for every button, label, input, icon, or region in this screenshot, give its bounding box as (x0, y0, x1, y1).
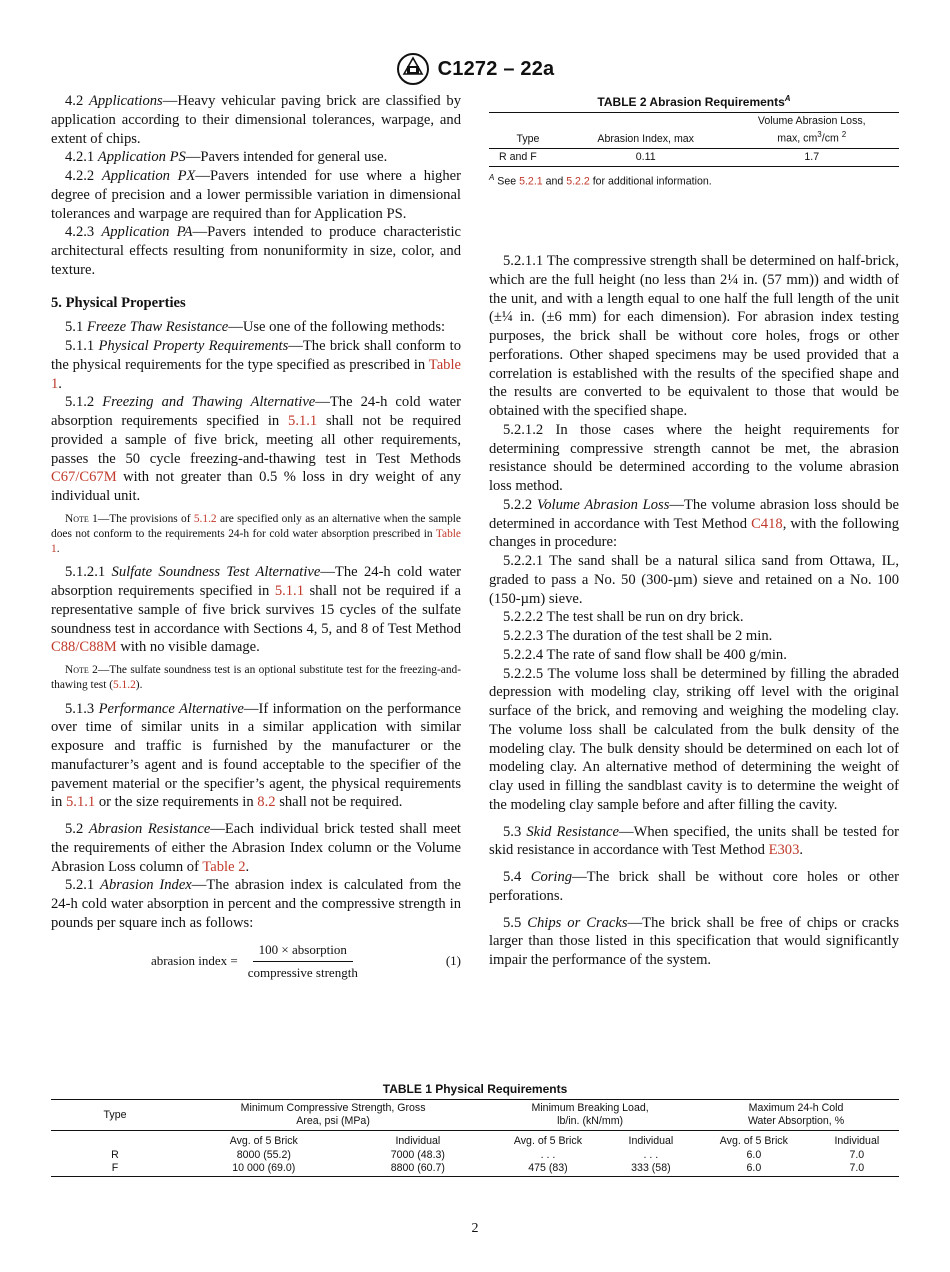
paragraph-5-2-2: 5.2.2 Volume Abrasion Loss—The volume abrasion loss should be determined in accordance with Test Method C418, with the following changes in procedure: (489, 496, 899, 551)
link-5-1-1[interactable]: 5.1.1 (66, 794, 96, 811)
table-2-caption: TABLE 2 Abrasion Requirements$^A$ (597, 94, 791, 109)
table-cell: R and F (499, 150, 537, 163)
paragraph-5-2-1-2: 5.2.1.2 In those cases where the height requirements for determining compressive strength cannot be met, the abrasion resistance should be determined according to the volume abrasion loss method. (489, 421, 899, 494)
table-header-row (489, 113, 899, 149)
link-5-1-1[interactable]: 5.1.1 (288, 413, 318, 429)
table-cell: 0.11 (635, 150, 656, 163)
table-cell: F (111, 1162, 119, 1174)
note-1: Note 1—The provisions of 5.1.2 are specified only as an alternative when the sample does not conform to the requirements 24-h for cold water absorption prescribed in Table 1. (51, 512, 461, 556)
right-column (489, 252, 899, 970)
paragraph-5-1-3: 5.1.3 Performance Alternative—If information on the performance over time of similar units in a similar application with similar exposure and traffic is furnished by the manufacturer or the manufacturer’s agent and is found acceptable to the specifier of the pavement material or the specifier’s agent, the physical requirements in 5.1.1 or the size requirements in 8.2 shall not be required. (51, 700, 461, 811)
paragraph-5-2-1-1: 5.2.1.1 The compressive strength shall be determined on half-brick, which are the full height (no less than 2¼ in. (57 mm)) and width of the unit, and with a length equal to one half the full length of the unit (±¼ in. (±6 mm) for each dimension). For abrasion index testing purposes, the brick shall be without core holes, frogs or other perforations. Other shaped specimens may be used provided that a correlation is established with the results of the specified shape and the results are converted to be equivalent to those that would be obtained with the specified shape. (489, 253, 899, 419)
table-cell: R (111, 1148, 119, 1161)
table-subheader-row (51, 1131, 899, 1149)
link-5-2-1[interactable]: 5.2.1 (519, 175, 543, 188)
equation-number: (1) (445, 953, 461, 969)
paragraph-5-2-2-2: 5.2.2.2 The test shall be run on dry brick. (503, 609, 744, 626)
paragraph-5-2-1: 5.2.1 Abrasion Index—The abrasion index is calculated from the 24-h cold water absorption in percent and the compressive strength in pounds per square inch as follows: (51, 877, 461, 931)
link-c88[interactable]: C88/C88M (51, 639, 117, 656)
table-2-footnote: $^A$ See 5.2.1 and 5.2.2 for additional information. (489, 172, 712, 188)
paragraph-5-5: 5.5 Chips or Cracks—The brick shall be free of chips or cracks larger than those listed in this specification that would significantly impair the performance of the system. (489, 914, 899, 968)
link-table-2[interactable]: Table 2 (202, 858, 246, 875)
paragraph-5-3: 5.3 Skid Resistance—When specified, the units shall be tested for skid resistance in accordance with Test Method E303. (489, 823, 900, 859)
table-subheader-cell: Individual (834, 1135, 880, 1147)
table-header-cell: Maximum 24-h Cold Water Absorption, % (693, 1100, 899, 1131)
table-cell: 7.0 (849, 1148, 865, 1161)
table-cell: 8000 (55.2) (236, 1148, 291, 1161)
link-e303[interactable]: E303 (768, 842, 800, 859)
paragraph-5-2-2-5: 5.2.2.5 The volume loss shall be determined by filling the abraded depression with modeling clay, striking off level with the original surface of the brick, and removing and weighing the modeling clay. The volume loss shall be calculated from the bulk density of the modeling clay. The bulk density should be determined on each lot of modeling clay. An alternative method of determining the weight of clay used in filling the sandblast cavity is to determine the weight of the modeling clay sample before and after filling the cavity. (489, 665, 899, 813)
paragraph-5-1-2-1: 5.1.2.1 Sulfate Soundness Test Alternative—The 24-h cold water absorption requirements specified in 5.1.1 shall not be required if a representative sample of five brick survives 15 cycles of the sulfate soundness test in accordance with Sections 4, 5, and 8 of Test Method C88/C88M with no visible damage. (51, 564, 461, 656)
table-cell: 7.0 (849, 1162, 865, 1174)
table-subheader-cell: Avg. of 5 Brick (719, 1135, 788, 1147)
link-5-1-1[interactable]: 5.1.1 (274, 583, 304, 600)
paragraph-4-2: 4.2 Applications—Heavy vehicular paving brick are classified by application according to their dimensional tolerances, warpage, and extent of chips. (51, 93, 461, 147)
table-header-cell: Volume Abrasion Loss, max, $cm^3/cm$ $^2$ (724, 113, 899, 149)
table-header-cell: Abrasion Index, max (567, 113, 725, 149)
table-cell: 333 (58) (631, 1162, 671, 1174)
table-2-grid (489, 112, 899, 167)
table-header-cell: Type (489, 113, 567, 149)
link-table-1[interactable]: Table 1 (51, 356, 461, 392)
table-cell: 8800 (60.7) (390, 1162, 445, 1174)
page-number: 2 (471, 1221, 479, 1236)
table-header-cell: Minimum Compressive Strength, Gross Area, psi (MPa) (179, 1100, 487, 1131)
paragraph-5-2: 5.2 Abrasion Resistance—Each individual brick tested shall meet the requirements of either the Abrasion Index column or the Volume Abrasion Loss column of Table 2. (51, 821, 461, 875)
table-cell: 10 000 (69.0) (232, 1162, 296, 1174)
equation-fraction (242, 941, 364, 984)
equation-denominator: compressive strength (247, 965, 358, 981)
link-c418[interactable]: C418 (751, 515, 783, 532)
equation-numerator: 100 × absorption (253, 941, 353, 963)
paragraph-5-1-1: 5.1.1 Physical Property Requirements—The brick shall conform to the physical requirements for the type specified as prescribed in Table 1. (51, 338, 461, 392)
paragraph-5-1-2: 5.1.2 Freezing and Thawing Alternative—The 24-h cold water absorption requirements specified in 5.1.1 shall not be required provided a sample of five brick, meeting all other requirements, passes the 50 cycle freezing-and-thawing test in Test Methods C67/C67M with not greater than 0.5 % loss in dry weight of any individual unit. (51, 394, 462, 504)
table-header-row (51, 1100, 899, 1131)
link-8-2[interactable]: 8.2 (257, 794, 276, 811)
table-cell: . . . (643, 1148, 659, 1161)
table-subheader-cell: Avg. of 5 Brick (229, 1135, 298, 1147)
left-column (51, 92, 461, 983)
link-5-1-2[interactable]: 5.1.2 (113, 679, 136, 692)
page-header (0, 52, 950, 86)
table-1-caption: TABLE 1 Physical Requirements (382, 1082, 568, 1096)
paragraph-5-2-2-1: 5.2.2.1 The sand shall be a natural silica sand from Ottawa, IL, graded to pass a No. 50 (300-µm) sieve and retained on a No. 100 (150-µm) sieve. (489, 553, 899, 607)
paragraph-4-2-1: 4.2.1 Application PS—Pavers intended for general use. (65, 149, 388, 166)
paragraph-5-2-2-4: 5.2.2.4 The rate of sand flow shall be 400 g/min. (503, 646, 787, 663)
paragraph-5-1: 5.1 Freeze Thaw Resistance—Use one of the following methods: (65, 319, 446, 336)
link-5-1-2[interactable]: 5.1.2 (193, 512, 217, 525)
table-subheader-cell: Individual (628, 1135, 674, 1147)
table-header-cell: Type (51, 1100, 179, 1131)
table-row (51, 1149, 899, 1163)
document-id: C1272 – 22a (437, 57, 555, 80)
paragraph-5-4: 5.4 Coring—The brick shall be without core holes or other perforations. (489, 869, 899, 904)
table-cell: 1.7 (804, 150, 820, 163)
note-2: Note 2—The sulfate soundness test is an optional substitute test for the freezing-and-thawing test (5.1.2). (51, 664, 461, 692)
table-cell: 6.0 (746, 1148, 762, 1161)
link-5-2-2[interactable]: 5.2.2 (566, 175, 590, 188)
table-row (51, 1162, 899, 1176)
table-2 (489, 94, 899, 187)
table-cell: 7000 (48.3) (390, 1148, 445, 1161)
section-heading-5: 5. Physical Properties (51, 294, 186, 311)
table-subheader-cell: Avg. of 5 Brick (513, 1135, 582, 1147)
equation-1 (51, 941, 461, 984)
link-c67[interactable]: C67/C67M (51, 469, 117, 486)
table-subheader-cell: Individual (395, 1135, 441, 1147)
paragraph-5-2-2-3: 5.2.2.3 The duration of the test shall be 2 min. (503, 628, 773, 644)
table-cell: 6.0 (746, 1162, 762, 1174)
paragraph-4-2-3: 4.2.3 Application PA—Pavers intended to produce characteristic architectural effects resulting from nonuniformity in size, color, and texture. (51, 224, 461, 278)
table-row (489, 148, 899, 166)
astm-logo-icon (396, 52, 430, 86)
equation-lhs: abrasion index = (150, 953, 238, 969)
paragraph-4-2-2: 4.2.2 Application PX—Pavers intended for use where a higher degree of precision and a lower permissible variation in dimensional tolerances and warpage are required than for Application PS. (51, 168, 461, 222)
link-table-1[interactable]: Table 1 (51, 527, 461, 556)
table-cell: . . . (540, 1148, 556, 1161)
table-1 (51, 1082, 899, 1177)
table-header-cell: Minimum Breaking Load, lb/in. (kN/mm) (487, 1100, 693, 1131)
table-cell: 475 (83) (528, 1162, 568, 1174)
table-1-grid (51, 1099, 899, 1177)
